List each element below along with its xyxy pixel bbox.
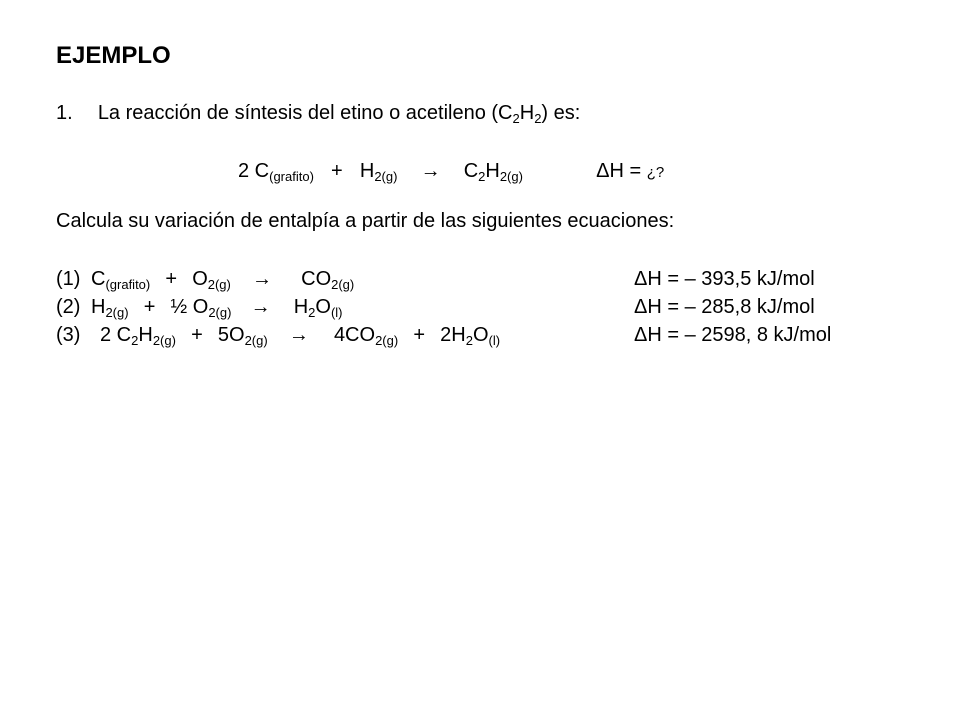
item-text-b: H xyxy=(519,102,535,124)
item-sub-b: 2 xyxy=(534,111,542,126)
equation-2-body xyxy=(91,296,342,319)
equation-2 xyxy=(56,296,936,324)
eq3-arrow-icon: → xyxy=(288,324,309,346)
eq1-reactant-b-state: 2(g) xyxy=(207,277,231,292)
eq3-product-a-state: 2(g) xyxy=(375,333,399,348)
eq1-reactant-a-state: (grafito) xyxy=(105,277,151,292)
equation-3-body xyxy=(100,324,500,347)
item-number: 1. xyxy=(56,102,73,124)
eq1-product-state: 2(g) xyxy=(331,277,355,292)
eq3-product-b-sub: 2 xyxy=(465,333,473,348)
eq1-plus: + xyxy=(165,268,178,290)
target-h: H xyxy=(359,160,375,182)
target-product-c-sub: 2 xyxy=(478,169,486,184)
target-c: 2 C xyxy=(238,160,270,182)
eq3-plus-2: + xyxy=(413,324,425,346)
eq2-product-sub: 2 xyxy=(308,305,316,320)
equation-3-number: (3) xyxy=(56,324,81,346)
target-equation xyxy=(238,160,664,183)
eq3-product-a: 4CO xyxy=(333,324,376,346)
equation-1-number: (1) xyxy=(56,268,81,290)
eq2-reactant-a: H xyxy=(91,296,106,318)
eq2-reactant-a-state: 2(g) xyxy=(105,305,129,320)
eq2-reactant-b: ½ O xyxy=(170,296,209,318)
eq2-reactant-b-state: 2(g) xyxy=(208,305,232,320)
equation-2-number: (2) xyxy=(56,296,81,318)
item-text-c: ) es: xyxy=(541,102,581,124)
equation-2-delta-h: ΔH = – 285,8 kJ/mol xyxy=(634,296,815,318)
eq1-product: CO xyxy=(301,268,332,290)
eq2-product: H xyxy=(293,296,309,318)
instruction: Calcula su variación de entalpía a partir de las siguientes ecuaciones: xyxy=(56,210,675,232)
eq1-reactant-a: C xyxy=(91,268,106,290)
eq3-reactant-a-sub: 2 xyxy=(131,333,139,348)
eq3-reactant-a-state: 2(g) xyxy=(152,333,176,348)
target-c-state: (grafito) xyxy=(269,169,314,184)
target-delta-h-value: ¿? xyxy=(646,164,665,181)
eq3-product-b-o: O xyxy=(472,324,489,346)
eq1-reactant-b: O xyxy=(192,268,208,290)
item-sub-a: 2 xyxy=(512,111,520,126)
eq3-reactant-a: 2 C xyxy=(100,324,132,346)
item-text-a: La reacción de síntesis del etino o acetileno (C xyxy=(97,102,513,124)
target-delta-h: ΔH = xyxy=(596,160,642,182)
equation-1-body xyxy=(91,268,354,291)
equation-1-delta-h: ΔH = – 393,5 kJ/mol xyxy=(634,268,815,290)
equation-3 xyxy=(56,324,936,352)
eq3-plus: + xyxy=(191,324,203,346)
equation-1 xyxy=(56,268,936,296)
eq3-product-b-state: (l) xyxy=(488,333,501,348)
equation-3-delta-h: ΔH = – 2598, 8 kJ/mol xyxy=(634,324,832,346)
eq3-product-b: 2H xyxy=(440,324,466,346)
target-arrow-icon: → xyxy=(420,160,441,182)
eq3-reactant-b-state: 2(g) xyxy=(244,333,268,348)
item-1 xyxy=(56,102,580,125)
eq2-product-b: O xyxy=(315,296,331,318)
target-h-state: 2(g) xyxy=(374,169,398,184)
target-plus: + xyxy=(331,160,343,182)
target-product-h-state: 2(g) xyxy=(499,169,523,184)
eq3-reactant-a-b: H xyxy=(138,324,153,346)
eq2-product-state: (l) xyxy=(330,305,343,320)
eq3-reactant-b: 5O xyxy=(217,324,245,346)
eq2-arrow-icon: → xyxy=(250,296,271,318)
eq1-arrow-icon: → xyxy=(252,268,272,290)
target-product-h: H xyxy=(485,160,500,182)
eq2-plus: + xyxy=(143,296,156,318)
target-product-c: C xyxy=(463,160,479,182)
slide-title: EJEMPLO xyxy=(56,42,171,69)
